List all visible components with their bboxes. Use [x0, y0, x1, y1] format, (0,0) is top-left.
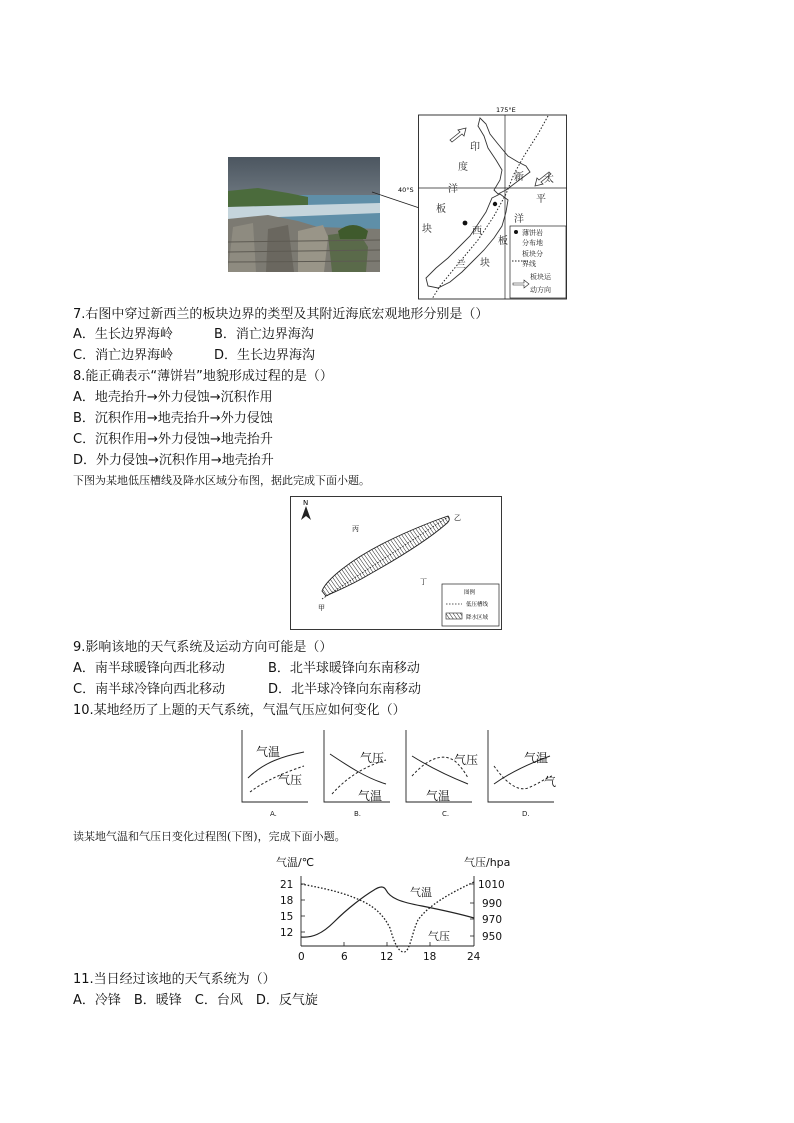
- north-arrow-label: N: [303, 499, 309, 507]
- pancake-rock-photo: [228, 157, 380, 272]
- q7-option-c[interactable]: C．消亡边界海岭: [73, 348, 174, 363]
- tick-hour-24: 24: [467, 951, 481, 963]
- temp-curve-label: 气温: [410, 886, 432, 899]
- panel-b-pres: 气压: [360, 751, 385, 765]
- tick-hour-0: 0: [298, 951, 305, 963]
- panel-a-temp: 气温: [256, 745, 281, 759]
- new-zealand-label-3: 兰: [456, 260, 466, 271]
- pacific-plate-label-4: 板: [498, 236, 508, 247]
- indian-plate-label-2: 度: [458, 162, 468, 173]
- tick-pres-990: 990: [482, 898, 503, 910]
- panel-a-pres: 气压: [278, 773, 303, 787]
- tick-hour-6: 6: [341, 951, 348, 963]
- new-zealand-label-1: 新: [514, 172, 524, 183]
- chart-left-title: 气温/℃: [276, 856, 315, 869]
- pacific-plate-label-2: 平: [536, 194, 546, 205]
- tick-hour-12: 12: [380, 951, 394, 963]
- q8-option-a[interactable]: A．地壳抬升→外力侵蚀→沉积作用: [73, 390, 273, 405]
- indian-plate-label-1: 印: [470, 142, 480, 153]
- panel-a-letter[interactable]: A.: [270, 810, 277, 818]
- panel-c-temp: 气温: [426, 789, 451, 803]
- legend-boundary-2: 界线: [522, 260, 536, 268]
- temp-pressure-chart: [272, 852, 532, 964]
- panel-c-pres: 气压: [454, 753, 479, 767]
- label-yi: 乙: [454, 514, 461, 522]
- tick-hour-18: 18: [423, 951, 437, 963]
- new-zealand-label-2: 西: [472, 226, 482, 237]
- q7-stem: 7.右图中穿过新西兰的板块边界的类型及其附近海底宏观地形分别是（）: [73, 307, 489, 322]
- tick-pres-950: 950: [482, 931, 503, 943]
- q9-option-a[interactable]: A．南半球暖锋向西北移动: [73, 661, 225, 676]
- panel-b-temp: 气温: [358, 789, 383, 803]
- tick-temp-21: 21: [280, 879, 294, 891]
- panel-d-temp: 气温: [524, 751, 549, 765]
- intro-trough-figure: 下图为某地低压槽线及降水区域分布图，据此完成下面小题。: [73, 474, 370, 487]
- tick-temp-12: 12: [280, 927, 294, 939]
- tick-temp-15: 15: [280, 911, 294, 923]
- legend-motion-2: 动方向: [530, 286, 551, 294]
- legend-site-1: 薄饼岩: [522, 229, 543, 237]
- legend-site-2: 分布地: [522, 239, 543, 247]
- q9-option-c[interactable]: C．南半球冷锋向西北移动: [73, 682, 226, 697]
- legend-motion-1: 板块运: [530, 273, 551, 281]
- label-jia: 甲: [318, 604, 325, 612]
- intro-daily-chart: 读某地气温和气压日变化过程图(下图)，完成下面小题。: [73, 830, 346, 843]
- q7-option-b[interactable]: B．消亡边界海沟: [214, 327, 314, 342]
- trough-legend-title: 图例: [464, 590, 476, 596]
- label-ding: 丁: [420, 578, 427, 586]
- q9-option-d[interactable]: D．北半球冷锋向东南移动: [268, 682, 422, 697]
- q8-stem: 8.能正确表示“薄饼岩”地貌形成过程的是（）: [73, 369, 333, 384]
- tick-temp-18: 18: [280, 895, 294, 907]
- tick-pres-970: 970: [482, 914, 503, 926]
- label-bing: 丙: [352, 525, 359, 533]
- panel-d-letter[interactable]: D.: [522, 810, 530, 818]
- tick-pres-1010: 1010: [478, 879, 505, 891]
- panel-c-letter[interactable]: C.: [442, 810, 450, 818]
- new-zealand-map: [398, 104, 568, 300]
- trough-legend-area: 降水区域: [466, 615, 489, 621]
- map-lon-label: 175°E: [496, 106, 516, 114]
- q7-option-a[interactable]: A．生长边界海岭: [73, 327, 173, 342]
- indian-plate-label-5: 块: [422, 224, 432, 235]
- q7-option-d[interactable]: D．生长边界海沟: [214, 348, 316, 363]
- pacific-plate-label-5: 块: [480, 258, 490, 269]
- trough-map: [290, 496, 502, 630]
- q8-option-d[interactable]: D．外力侵蚀→沉积作用→地壳抬升: [73, 453, 274, 468]
- q8-option-b[interactable]: B．沉积作用→地壳抬升→外力侵蚀: [73, 411, 273, 426]
- map-lat-label: 40°S: [398, 186, 414, 194]
- q9-option-b[interactable]: B．北半球暖锋向东南移动: [268, 661, 420, 676]
- indian-plate-label-4: 板: [436, 204, 446, 215]
- q11-stem: 11.当日经过该地的天气系统为（）: [73, 972, 276, 987]
- q11-options[interactable]: A．冷锋 B．暖锋 C．台风 D．反气旋: [73, 993, 318, 1008]
- q8-option-c[interactable]: C．沉积作用→外力侵蚀→地壳抬升: [73, 432, 273, 447]
- q10-stem: 10.某地经历了上题的天气系统，气温气压应如何变化（）: [73, 703, 406, 718]
- pacific-plate-label-3: 洋: [514, 214, 524, 225]
- panel-b-letter[interactable]: B.: [354, 810, 362, 818]
- chart-right-title: 气压/hpa: [464, 856, 511, 869]
- legend-boundary-1: 板块分: [522, 250, 543, 258]
- pressure-curve-label: 气压: [428, 930, 450, 943]
- panel-d-pres: 气: [544, 775, 557, 789]
- indian-plate-label-3: 洋: [448, 184, 458, 195]
- trough-legend-line: 低压槽线: [466, 602, 489, 608]
- pacific-plate-label-1: 太: [544, 174, 554, 185]
- q9-stem: 9.影响该地的天气系统及运动方向可能是（）: [73, 640, 333, 655]
- q10-panels: [236, 726, 562, 822]
